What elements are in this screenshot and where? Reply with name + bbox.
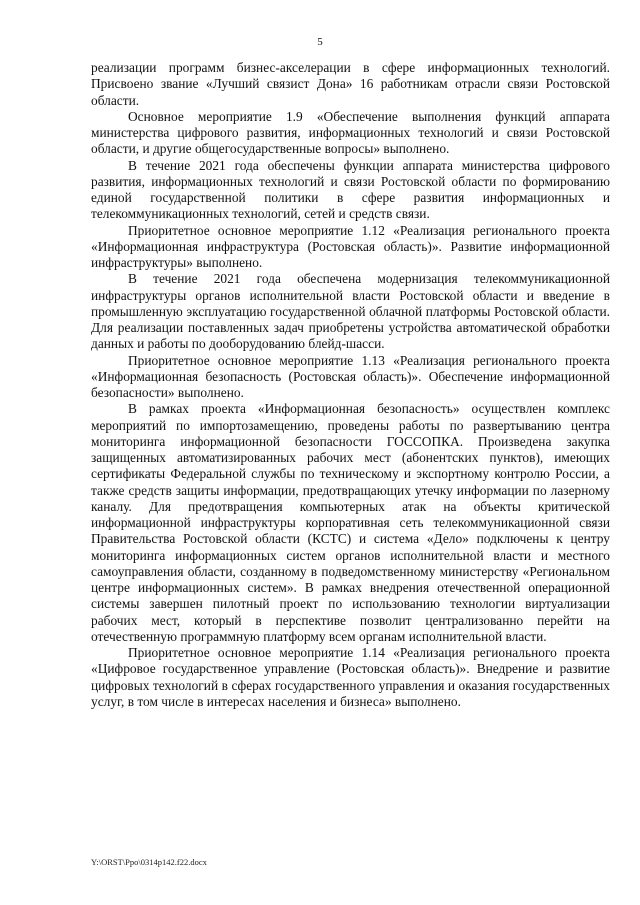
document-body [91,60,610,710]
paragraph: В течение 2021 года обеспечены функции аппарата министерства цифрового развития, информационных технологий и связи Ростовской области по формированию единой государственной политики в сфере развития информационных и телекоммуникационных технологий, сетей и средств связи. [91,157,610,222]
paragraph: В течение 2021 года обеспечена модернизация телекоммуникационной инфраструктуры органов исполнительной власти Ростовской области и введение в промышленную эксплуатацию государственной облачной платформы Ростовской области. Для реализации поставленных задач приобретены устройства автоматической обработки данных и работы по дооборудованию блейд-шасси. [91,271,610,352]
paragraph: Основное мероприятие 1.9 «Обеспечение выполнения функций аппарата министерства цифрового развития, информационных технологий и связи Ростовской области, и другие общегосударственные вопросы» выполнено. [91,108,610,157]
paragraph: Приоритетное основное мероприятие 1.13 «Реализация регионального проекта «Информационная безопасность (Ростовская область)». Обеспечение информационной безопасности» выполнено. [91,352,610,400]
footer-file-path: Y:\ORST\Ppo\0314p142.f22.docx [91,857,207,867]
paragraph: Приоритетное основное мероприятие 1.12 «Реализация регионального проекта «Информационная инфраструктура (Ростовская область)». Развитие информационной инфраструктуры» выполнено. [91,222,610,270]
paragraph: В рамках проекта «Информационная безопасность» осуществлен комплекс мероприятий по импортозамещению, проведены работы по развертыванию центра мониторинга информационной безопасности ГОССОПКА. Произведена закупка защищенных автоматизированных рабочих мест (абонентских пунктов), имеющих сертификаты Федеральной службы по техническому и экспортному контролю России, а также средств защиты информации, предотвращающих утечку информации по лазерному каналу. Для предотвращения компьютерных атак на объекты критической информационной инфраструктуры корпоративная сеть телекоммуникационной связи Правительства Ростовской области (КСТС) и система «Дело» подключены к центру мониторинга информационных систем органов исполнительной власти и местного самоуправления области, созданному в подведомственному министерству «Региональном центре информационных систем». В рамках внедрения отечественной операционной системы завершен пилотный проект по использованию технологии виртуализации рабочих мест, который в перспективе позволит централизованно перейти на отечественную программную платформу всем органам исполнительной власти. [91,401,610,644]
paragraph: Приоритетное основное мероприятие 1.14 «Реализация регионального проекта «Цифровое государственное управление (Ростовская область)». Внедрение и развитие цифровых технологий в сферах государственного управления и оказания государственных услуг, в том числе в интересах населения и бизнеса» выполнено. [91,645,610,709]
paragraph: реализации программ бизнес-акселерации в сфере информационных технологий. Присвоено звание «Лучший связист Дона» 16 работникам отрасли связи Ростовской области. [91,60,610,108]
page-number: 5 [317,36,323,48]
